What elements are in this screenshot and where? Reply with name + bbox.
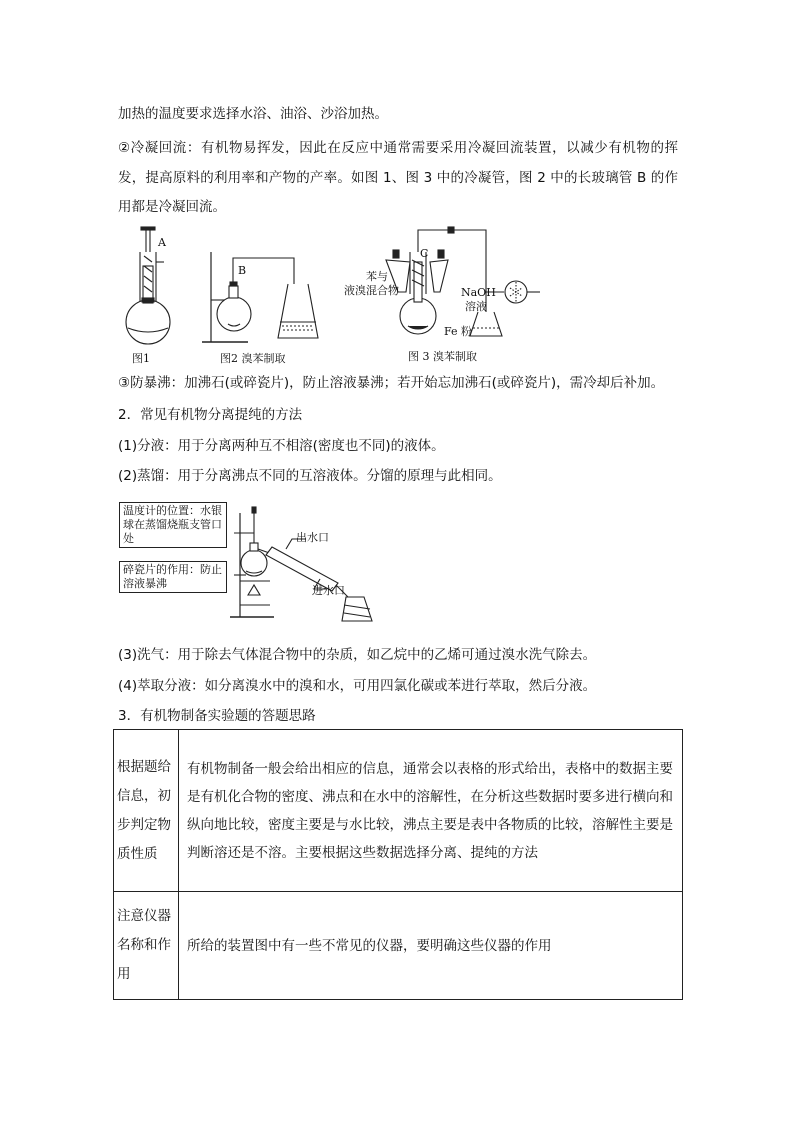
paragraph-heating: 加热的温度要求选择水浴、油浴、沙浴加热。 — [118, 106, 388, 122]
heading-experiment-approach: 3．有机物制备实验题的答题思路 — [118, 708, 316, 724]
label-c: C — [420, 247, 429, 260]
paragraph-reflux: ②冷凝回流：有机物易挥发，因此在反应中通常需要采用冷凝回流装置，以减少有机物的挥发，提高原料的利用率和产物的产率。如图 1、图 3 中的冷凝管，图 2 中的长玻璃管 B 的作用都是冷凝回流。 — [118, 140, 678, 215]
label-a: A — [158, 236, 166, 249]
porcelain-note-box: 碎瓷片的作用：防止溶液暴沸 — [119, 561, 227, 593]
distillation-drawing — [226, 505, 386, 625]
outlet-label: 出水口 — [296, 531, 329, 544]
label-naoh-2: 溶液 — [465, 300, 487, 313]
inlet-label: 进水口 — [312, 584, 345, 597]
figure-3-caption: 图 3 溴苯制取 — [408, 350, 477, 363]
table-row-content: 所给的装置图中有一些不常见的仪器，要明确这些仪器的作用 — [179, 892, 683, 1000]
table-row-head: 根据题给信息，初步判定物质性质 — [114, 730, 179, 892]
method-extraction: (4)萃取分液：如分离溴水中的溴和水，可用四氯化碳或苯进行萃取，然后分液。 — [118, 678, 597, 694]
method-gas-washing: (3)洗气：用于除去气体混合物中的杂质，如乙烷中的乙烯可通过溴水洗气除去。 — [118, 647, 597, 663]
approach-table — [113, 729, 683, 1000]
table-row — [114, 892, 683, 1000]
method-distillation: (2)蒸馏：用于分离沸点不同的互溶液体。分馏的原理与此相同。 — [118, 468, 502, 484]
label-b: B — [238, 264, 247, 277]
method-liquid-separation: (1)分液：用于分离两种互不相溶(密度也不同)的液体。 — [118, 438, 445, 454]
figure-1-caption: 图1 — [132, 352, 150, 365]
table-row-head: 注意仪器名称和作用 — [114, 892, 179, 1000]
reflux-apparatus-drawing — [118, 222, 558, 342]
label-fe-powder: Fe 粉 — [444, 325, 473, 338]
label-naoh-1: NaOH — [461, 286, 496, 299]
figure-2-caption: 图2 溴苯制取 — [220, 352, 286, 365]
heading-separation-methods: 2．常见有机物分离提纯的方法 — [118, 407, 303, 423]
table-row — [114, 730, 683, 892]
table-row-content: 有机物制备一般会给出相应的信息，通常会以表格的形式给出，表格中的数据主要是有机化合物的密度、沸点和在水中的溶解性，在分析这些数据时要多进行横向和纵向地比较，密度主要是与水比较，沸点主要是表中各物质的比较，溶解性主要是判断溶还是不溶。主要根据这些数据选择分离、提纯的方法 — [179, 730, 683, 892]
thermometer-note-box: 温度计的位置：水银球在蒸馏烧瓶支管口处 — [119, 502, 227, 548]
paragraph-anti-bumping: ③防暴沸：加沸石(或碎瓷片)，防止溶液暴沸；若开始忘加沸石(或碎瓷片)，需冷却后补加。 — [118, 375, 665, 391]
label-benzene-mix-2: 液溴混合物 — [344, 284, 399, 297]
label-benzene-mix-1: 苯与 — [366, 270, 388, 283]
